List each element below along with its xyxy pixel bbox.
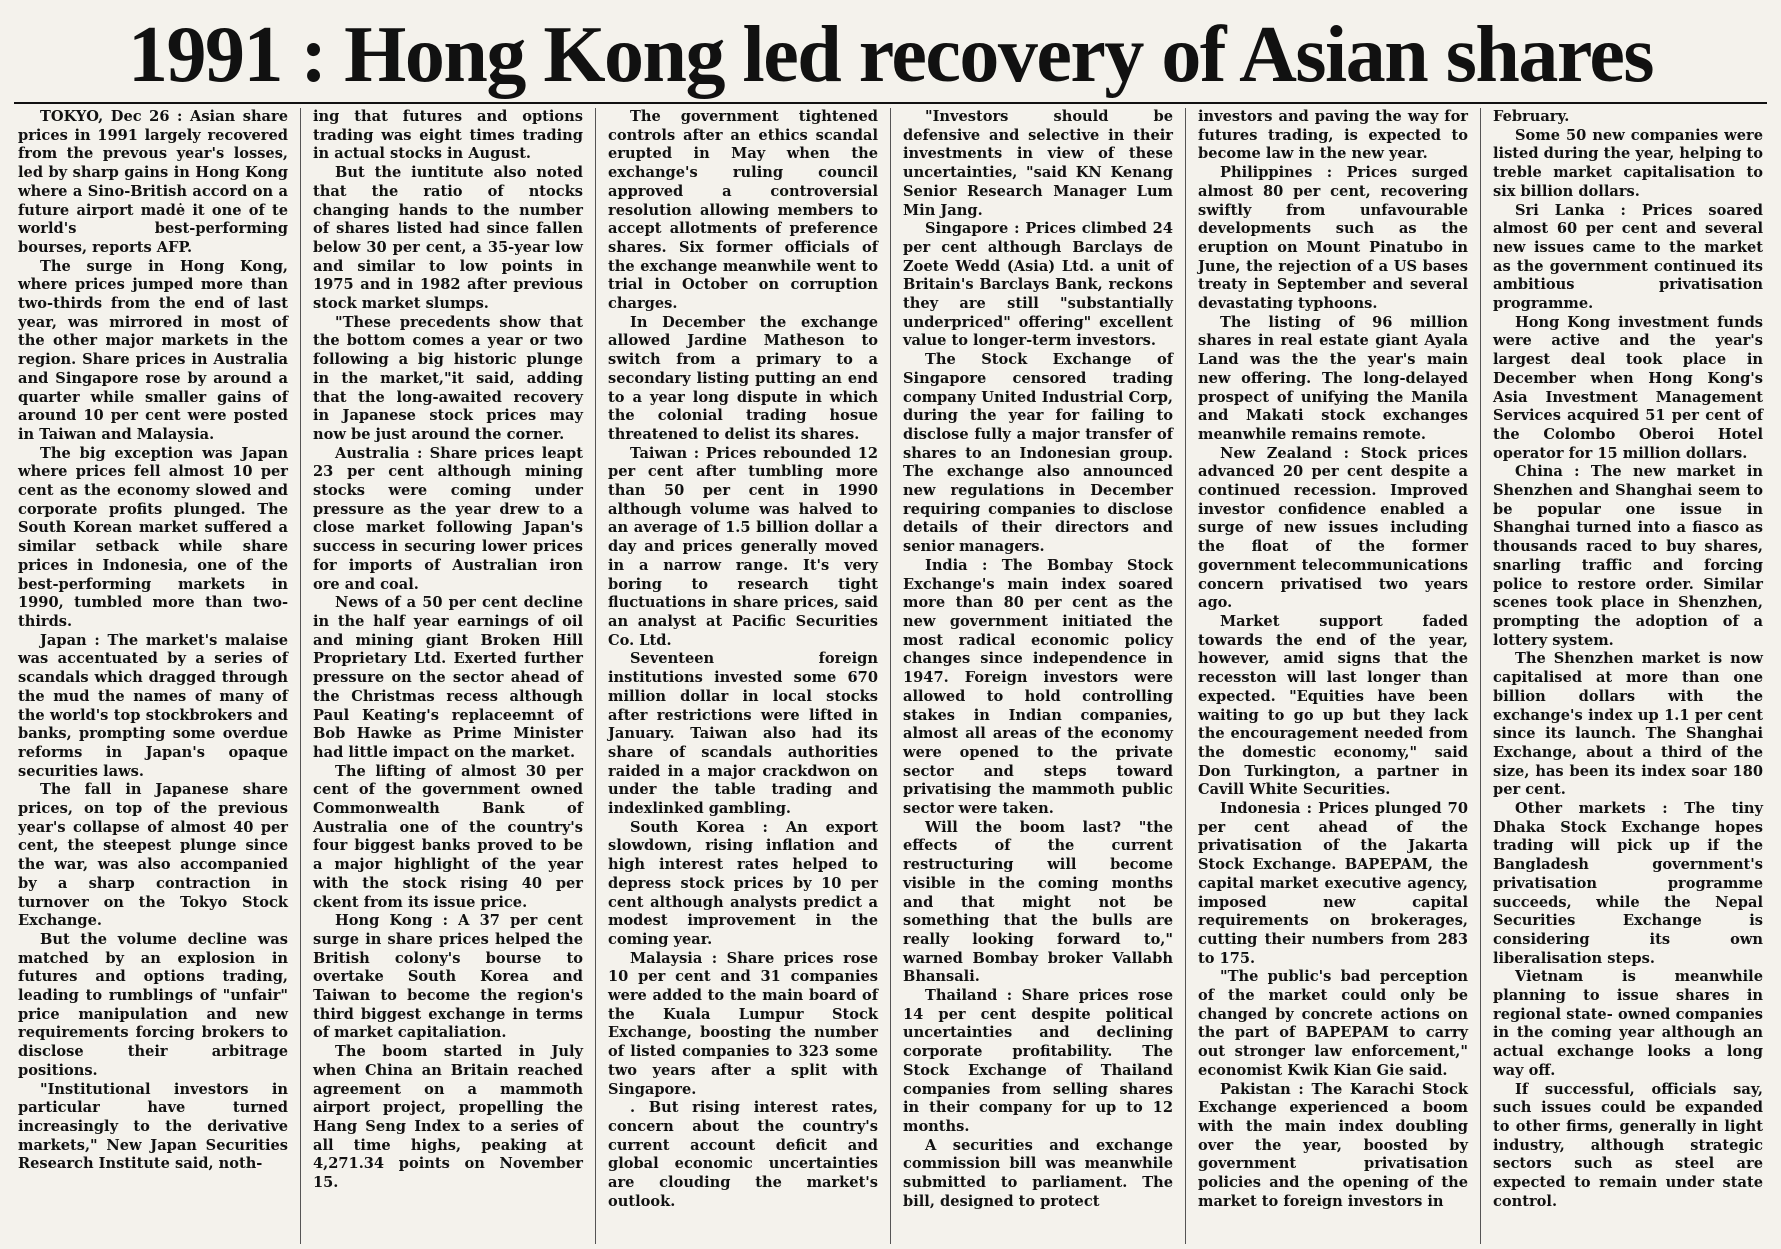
- paragraph: [1198, 613, 1468, 800]
- paragraph-text: : Share prices rose 14 per cent despite political uncertainties and declining corporate profitability. The Stock Exchange of Thailand companies from selling shares in their company for up to 12 months.: [903, 987, 1173, 1135]
- paragraph-text: : The market's malaise was accentuated by a series of scandals which dragged through the mud the names of many of the world's top stockbrokers and banks, prompting some overdue reforms in Japan's opaque securities laws.: [18, 631, 288, 780]
- paragraph: [608, 950, 878, 1100]
- paragraph-text: Some 50 new companies were listed during the year, helping to treble market capitalisation to six billion dollars.: [1493, 126, 1763, 200]
- paragraph-text: TOKYO, Dec 26 : Asian share prices in 1991 largely recovered from the prevous year's losses, led by sharp gains in Hong Kong where a Sino-British accord on a future airport madė it one of te world's best-performing bourses, reports AFP.: [18, 108, 288, 256]
- paragraph-text: "Investors should be defensive and selective in their investments in view of these uncertainties, "said KN Kenang Senior Research Manager Lum Min Jang.: [903, 108, 1173, 219]
- paragraph-text: The fall in Japanese share prices, on top of the previous year's collapse of almost 40 per cent, the steepest plunge since the war, was also accompanied by a sharp contraction in turnover on the Tokyo Stock Exchange.: [18, 781, 288, 930]
- paragraph-text: The Stock Exchange of Singapore censored trading company United Industrial Corp, during the year for failing to disclose fully a major transfer of shares to an Indonesian group. The exchange also announced new regulations in December requiring companies to disclose details of their directors and senior managers.: [903, 351, 1173, 556]
- paragraph: [1493, 650, 1763, 800]
- paragraph: [313, 164, 583, 314]
- paragraph-text: Will the boom last? "the effects of the current restructuring will become visible in the coming months and that might not be something that the bulls are really looking forward to," warned Bombay broker Vallabh Bhansali.: [903, 818, 1173, 986]
- paragraph: [608, 650, 878, 818]
- paragraph-text: The boom started in July when China an Britain reached agreement on a mammoth airport project, propelling the Hang Seng Index to a series of all time highs, peaking at 4,271.34 points on November 15.: [313, 1043, 583, 1192]
- section-lead: Japan: [40, 631, 87, 649]
- paragraph-text: Seventeen foreign institutions invested some 670 million dollar in local stocks after restrictions were lifted in January. Taiwan also had its share of scandals authorities raided in a major crackdwon on under the table trading and indexlinked gambling.: [608, 650, 878, 818]
- paragraph-text: : The tiny Dhaka Stock Exchange hopes trading will pick up if the Bangladesh government's privatisation programme succeeds, while the Nepal Securities Exchange is considering its own liberalisation steps.: [1493, 800, 1763, 967]
- paragraph-text: ing that futures and options trading was eight times trading in actual stocks in August.: [313, 108, 583, 163]
- paragraph: [1198, 314, 1468, 445]
- paragraph: [18, 632, 288, 782]
- paragraph: [608, 445, 878, 651]
- paragraph: [18, 445, 288, 632]
- paragraph: [18, 781, 288, 931]
- paragraph-text: The listing of 96 million shares in real estate giant Ayala Land was the the year's main new offering. The long-delayed prospect of unifying the Manila and Makati stock exchanges meanwhile remains remote.: [1198, 313, 1468, 443]
- paragraph-text: : The Karachi Stock Exchange experienced a boom with the main index doubling over the year, boosted by government privatisation policies and the opening of the market to foreign investors in: [1198, 1080, 1468, 1210]
- paragraph-text: : Share prices leapt 23 per cent although mining stocks were coming under pressure as the year drew to a close market following Japan's success in securing lower prices for imports of Australian iron ore and coal.: [313, 444, 583, 593]
- paragraph-text: : Prices plunged 70 per cent ahead of the privatisation of the Jakarta Stock Exchange. BAPEPAM, the capital market executive agency, imposed new capital requirements on brokerages, cutting their numbers from 283 to 175.: [1198, 800, 1468, 967]
- paragraph-text: : The new market in Shenzhen and Shanghai seem to be popular one issue in Shanghai turned into a fiasco as thousands raced to buy shares, snarling traffic and forcing police to restore order. Similar scenes took place in Shenzhen, prompting the adoption of a lottery system.: [1493, 463, 1763, 649]
- paragraph-text: . But rising interest rates, concern about the country's current account deficit and global economic uncertainties are clouding the market's outlook.: [608, 1099, 878, 1210]
- section-lead: Philippines: [1220, 164, 1313, 182]
- paragraph: [1198, 108, 1468, 164]
- paragraph: [1493, 314, 1763, 464]
- column-4: [890, 108, 1185, 1244]
- paragraph-text: The government tightened controls after an ethics scandal erupted in May when the exchange's ruling council approved a controversial resolution allowing members to accept allotments of preference shares. Six former officials of the exchange meanwhile went to trial in October on corruption charges.: [608, 108, 878, 313]
- section-lead: Pakistan: [1220, 1080, 1291, 1098]
- paragraph: [1198, 445, 1468, 613]
- section-lead: Sri Lanka: [1515, 201, 1605, 219]
- paragraph-text: : Stock prices advanced 20 per cent despite a continued recession. Improved investor confidence enabled a surge of new issues including the float of the former government telecommunications concern privatised two years ago.: [1198, 444, 1469, 612]
- paragraph-text: : Prices soared almost 60 per cent and several new issues came to the market as the government continued its ambitious privatisation programme.: [1493, 201, 1763, 313]
- section-lead: Australia: [335, 444, 410, 462]
- paragraph-text: In December the exchange allowed Jardine Matheson to switch from a primary to a secondary listing putting an end to a year long dispute in which the colonial trading hosue threatened to delist its shares.: [608, 313, 878, 443]
- paragraph-text: If successful, officials say, such issues could be expanded to other firms, generally in light industry, although strategic sectors such as steel are expected to remain under state control.: [1493, 1080, 1763, 1210]
- paragraph-text: : Prices climbed 24 per cent although Barclays de Zoete Wedd (Asia) Ltd. a unit of Britain's Barclays Bank, reckons they are still "substantially underpriced" offering" excellent value to longer-term investors.: [903, 220, 1173, 350]
- paragraph-text: But the volume decline was matched by an explosion in futures and options trading, leading to rumblings of "unfair" price manipulation and new requirements forcing brokers to disclose their arbitrage positions.: [18, 930, 288, 1079]
- paragraph-text: February.: [1493, 108, 1570, 125]
- paragraph: [1493, 968, 1763, 1080]
- column-2: [300, 108, 595, 1244]
- paragraph: [313, 108, 583, 164]
- paragraph: [903, 220, 1173, 351]
- paragraph-text: A securities and exchange commission bill was meanwhile submitted to parliament. The bill, designed to protect: [903, 1136, 1173, 1210]
- paragraph: [903, 351, 1173, 557]
- column-6: [1480, 108, 1767, 1244]
- paragraph-text: investors and paving the way for futures trading, is expected to become law in the new year.: [1198, 108, 1468, 163]
- paragraph: [313, 1043, 583, 1193]
- section-lead: Hong Kong: [335, 912, 433, 930]
- section-lead: Thailand: [925, 987, 998, 1005]
- paragraph-text: : Share prices rose 10 per cent and 31 companies were added to the main board of the Kuala Lumpur Stock Exchange, boosting the number of listed companies to 323 some two years after a split with Singapore.: [608, 949, 878, 1098]
- paragraph: [1493, 1081, 1763, 1212]
- paragraph-text: Market support faded towards the end of the year, however, amid signs that the recesston will last longer than expected. "Equities have been waiting to go up but they lack the encouragement needed from the domestic economy," said Don Turkington, a partner in Cavill White Securities.: [1198, 612, 1468, 799]
- paragraph: [608, 108, 878, 314]
- paragraph: [1198, 164, 1468, 314]
- paragraph: [903, 557, 1173, 819]
- paragraph-text: : A 37 per cent surge in share prices helped the British colony's bourse to overtake South Korea and Taiwan to become the region's third biggest exchange in terms of market capitaliation.: [313, 912, 583, 1042]
- paragraph: [608, 819, 878, 950]
- paragraph: [313, 763, 583, 913]
- paragraph-text: But the iuntitute also noted that the ratio of ntocks changing hands to the number of shares listed had since fallen below 30 per cent, a 35-year low and similar to low points in 1975 and in 1982 after previous stock market slumps.: [313, 164, 583, 313]
- paragraph: [1493, 127, 1763, 202]
- section-lead: Other markets: [1515, 800, 1646, 818]
- paragraph: [313, 445, 583, 595]
- paragraph: [1198, 800, 1468, 968]
- paragraph-text: : The Bombay Stock Exchange's main index soared more than 80 per cent as the new government initiated the most radical economic policy changes since independence in 1947. Foreign investors were allowed to hold controlling stakes in Indian companies, almost all areas of the economy were opened to the private sector and steps toward privatising the mammoth public sector were taken.: [903, 556, 1173, 818]
- column-1: [14, 108, 300, 1244]
- column-3: [595, 108, 890, 1244]
- paragraph-text: : Prices surged almost 80 per cent, recovering swiftly from unfavourable developments such as the eruption on Mount Pinatubo in June, the rejection of a US bases treaty in September and several devastating typhoons.: [1198, 164, 1468, 313]
- paragraph: [903, 819, 1173, 987]
- paragraph-text: Hong Kong investment funds were active and the year's largest deal took place in December when Hong Kong's Asia Investment Management Services acquired 51 per cent of the Colombo Oberoi Hotel operator for 15 million dollars.: [1493, 313, 1763, 462]
- section-lead: Malaysia: [630, 949, 703, 967]
- paragraph: [608, 1099, 878, 1211]
- headline: 1991 : Hong Kong led recovery of Asian shares: [127, 11, 1654, 99]
- paragraph-text: "The public's bad perception of the market could only be changed by concrete actions on the part of BAPEPAM to carry out stronger law enforcement," economist Kwik Kian Gie said.: [1198, 968, 1468, 1079]
- section-lead: China: [1515, 463, 1563, 481]
- paragraph: [1493, 463, 1763, 650]
- paragraph-text: Taiwan : Prices rebounded 12 per cent after tumbling more than 50 per cent in 1990 although volume was halved to an average of 1.5 billion dollar a day and prices generally moved in a narrow range. It's very boring to research tight fluctuations in share prices, said an analyst at Pacific Securities Co. Ltd.: [608, 444, 878, 649]
- paragraph: [903, 108, 1173, 220]
- paragraph: [1198, 1081, 1468, 1212]
- paragraph: [903, 987, 1173, 1137]
- paragraph-text: "Institutional investors in particular have turned increasingly to the derivative markets," New Japan Securities Research Institute said, noth-: [18, 1080, 288, 1173]
- paragraph: [18, 1081, 288, 1175]
- paragraph: [18, 258, 288, 445]
- article-columns: [14, 108, 1767, 1244]
- paragraph: [1493, 202, 1763, 314]
- section-lead: Indonesia: [1220, 800, 1301, 818]
- paragraph: [1493, 800, 1763, 968]
- section-lead: Singapore: [925, 220, 1009, 238]
- paragraph-text: "These precedents show that the bottom comes a year or two following a big historic plunge in the market,"it said, adding that the long-awaited recovery in Japanese stock prices may now be just around the corner.: [313, 313, 583, 443]
- paragraph-text: News of a 50 per cent decline in the half year earnings of oil and mining giant Broken Hill Proprietary Ltd. Exerted further pressure on the sector ahead of the Christmas recess although Paul Keating's replaceemnt of Bob Hawke as Prime Minister had little impact on the market.: [313, 594, 583, 761]
- column-5: [1185, 108, 1480, 1244]
- paragraph: [313, 912, 583, 1043]
- paragraph-text: The Shenzhen market is now capitalised at more than one billion dollars with the exchange's index up 1.1 per cent since its launch. The Shanghai Exchange, about a third of the size, has been its index soar 180 per cent.: [1493, 650, 1763, 799]
- paragraph: [313, 314, 583, 445]
- section-lead: New Zealand: [1220, 444, 1332, 462]
- paragraph-text: Vietnam is meanwhile planning to issue shares in regional state- owned companies in the coming year although an actual exchange looks a long way off.: [1493, 968, 1763, 1079]
- paragraph: [1198, 968, 1468, 1080]
- paragraph-text: The surge in Hong Kong, where prices jumped more than two-thirds from the end of last year, was mirrored in most of the other major markets in the region. Share prices in Australia and Singapore rose by around a quarter while smaller gains of around 10 per cent were posted in Taiwan and Malaysia.: [18, 257, 288, 443]
- paragraph: [903, 1137, 1173, 1212]
- paragraph: [18, 108, 288, 258]
- paragraph-text: The lifting of almost 30 per cent of the government owned Commonwealth Bank of Australia one of the country's four biggest banks proved to be a major highlight of the year with the stock rising 40 per ckent from its issue price.: [313, 762, 583, 911]
- paragraph: [1493, 108, 1763, 127]
- paragraph: [608, 314, 878, 445]
- section-lead: South Korea :: [630, 818, 768, 836]
- paragraph-text: The big exception was Japan where prices fell almost 10 per cent as the economy slowed and corporate profits plunged. The South Korean market suffered a similar setback while share prices in Indonesia, one of the best-performing markets in 1990, tumbled more than two-thirds.: [18, 444, 288, 630]
- paragraph-text: An export slowdown, rising inflation and high interest rates helped to depress stock prices by 10 per cent although analysts predict a modest improvement in the coming year.: [608, 818, 879, 948]
- section-lead: India: [925, 556, 968, 574]
- paragraph: [18, 931, 288, 1081]
- headline-rule: [14, 102, 1767, 104]
- paragraph: [313, 594, 583, 762]
